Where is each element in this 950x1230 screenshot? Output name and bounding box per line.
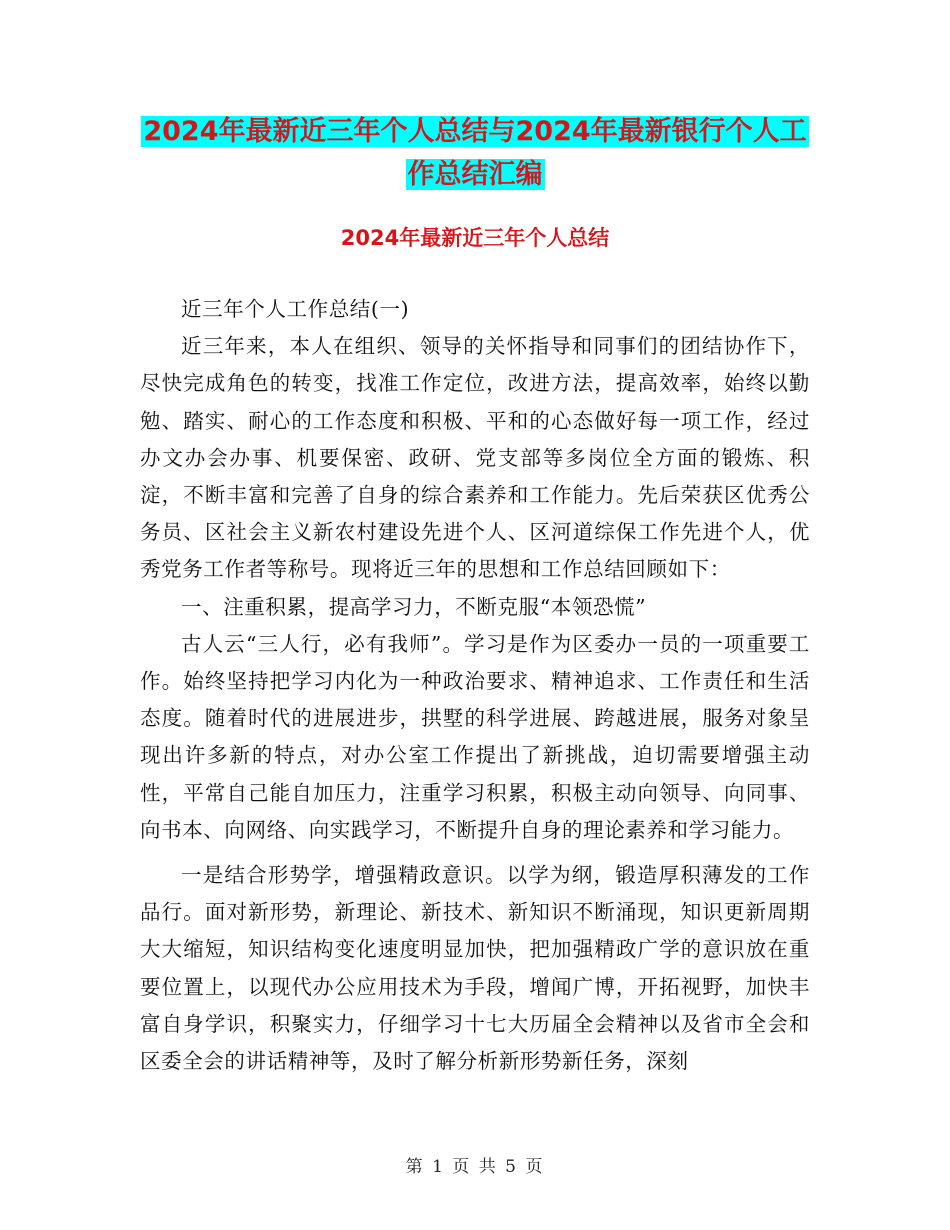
- paragraph-point-one: 一是结合形势学，增强精政意识。以学为纲，锻造厚积薄发的工作品行。面对新形势，新理论、新技术、新知识不断涌现，知识更新周期大大缩短，知识结构变化速度明显加快，把加强精政广学的意识放在重要位置上，以现代办公应用技术为手段，增闻广博，开拓视野，加快丰富自身学识，积聚实力，仔细学习十七大历届全会精神以及省市全会和区委全会的讲话精神等，及时了解分析新形势新任务，深刻: [140, 863, 810, 1074]
- title-highlight-2: 作总结汇编: [407, 159, 543, 190]
- paragraph-learning: 古人云“三人行，必有我师”。学习是作为区委办一员的一项重要工作。始终坚持把学习内化为一种政治要求、精神追求、工作责任和生活态度。随着时代的进展进步，拱墅的科学进展、跨越进展，服务对象呈现出许多新的特点，对办公室工作提出了新挑战，迫切需要增强主动性，平常自己能自加压力，注重学习积累，积极主动向领导、向同事、向书本、向网络、向实践学习，不断提升自身的理论素养和学习能力。: [140, 631, 810, 842]
- paragraph-intro: 近三年来，本人在组织、领导的关怀指导和同事们的团结协作下，尽快完成角色的转变，找准工作定位，改进方法，提高效率，始终以勤勉、踏实、耐心的工作态度和积极、平和的心态做好每一项工作，经过办文办会办事、机要保密、政研、党支部等多岗位全方面的锻炼、积淀，不断丰富和完善了自身的综合素养和工作能力。先后荣获区优秀公务员、区社会主义新农村建设先进个人、区河道综保工作先进个人，优秀党务工作者等称号。现将近三年的思想和工作总结回顾如下：: [140, 334, 810, 582]
- section-title: 2024年最新近三年个人总结: [340, 226, 610, 250]
- paragraph-heading-1: 近三年个人工作总结(一): [181, 297, 410, 321]
- document-title-line-2: [140, 152, 810, 198]
- title-highlight-1: 2024年最新近三年个人总结与2024年最新银行个人工: [143, 116, 807, 147]
- page-footer: 第 1 页 共 5 页: [405, 1157, 545, 1177]
- document-title-line-1: [140, 109, 810, 155]
- paragraph-heading-2: 一、注重积累，提高学习力，不断克服“本领恐慌”: [181, 594, 647, 619]
- document-body: [140, 291, 810, 1080]
